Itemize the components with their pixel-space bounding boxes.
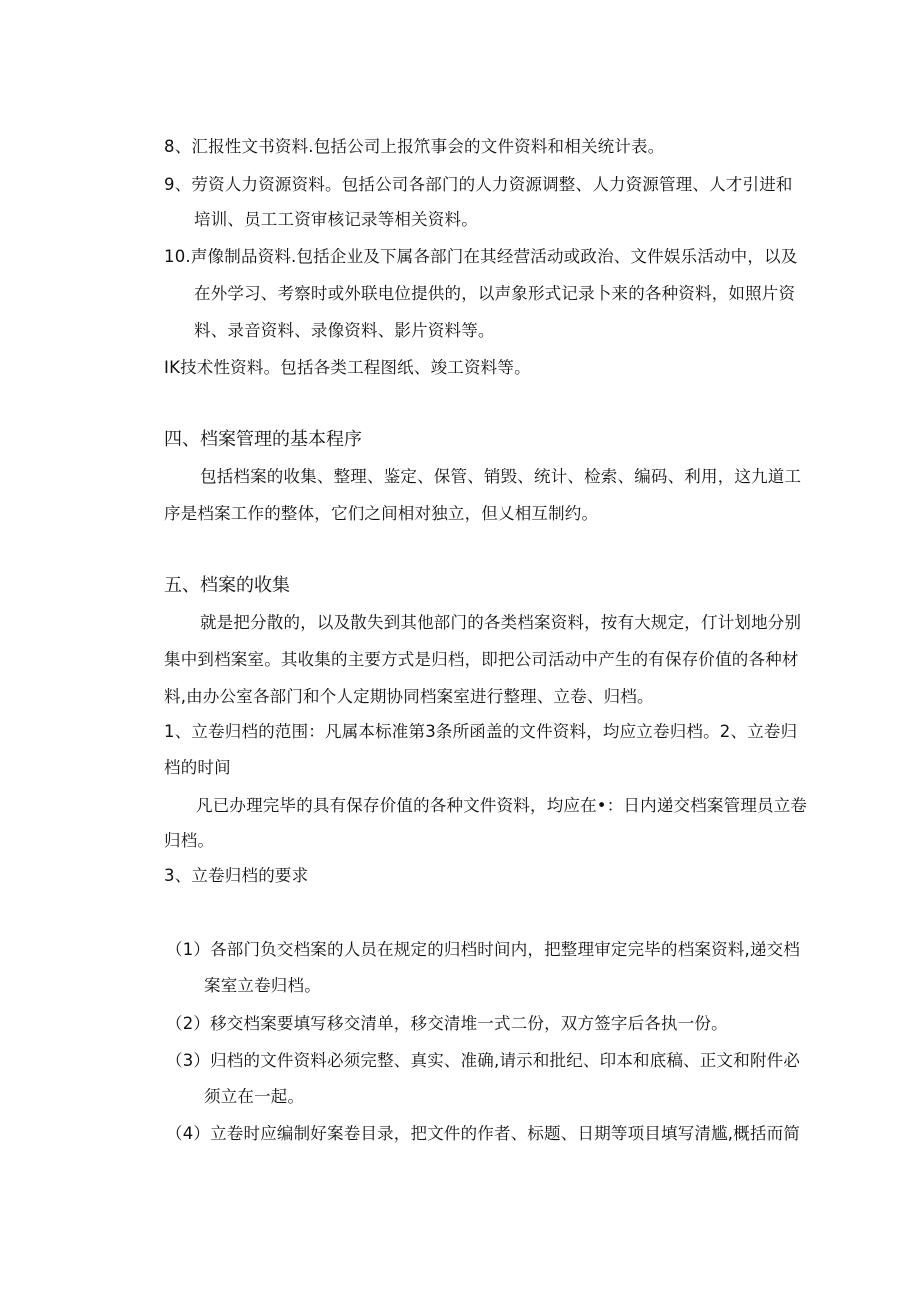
list-item-10-line2: 在外学习、考察时或外联电位提供的，以声象形式记录卜来的各种资料，如照片资 [194,284,796,303]
requirement-1-line2: 案室立卷归档。 [204,976,321,995]
section-4-para-line1: 包括档案的收集、整理、鉴定、保管、销毁、统计、检索、编码、利用，这九道工 [200,467,802,486]
list-item-9-line2: 培训、员工工资审核记录等相关资料。 [194,210,478,229]
section-5-item1-line2: 档的时间 [164,758,231,777]
list-item-10-line3: 料、录音资料、录像资料、影片资料等。 [194,321,495,340]
section-4-heading: 四、档案管理的基本程序 [164,429,362,450]
requirement-3-line1: （3）归档的文件资料必须完整、真实、准确,请示和批纪、印本和底稿、正文和附件必 [166,1051,801,1070]
section-5-para-line3: 料,由办公室各部门和个人定期协同档案室进行整理、立卷、归档。 [164,687,654,706]
section-5-item3: 3、立卷归档的要求 [164,866,309,885]
section-5-para-line2: 集中到档案室。其收集的主要方式是归档，即把公司活动中产生的有保存价值的各种材 [164,650,799,669]
requirement-1-line1: （1）各部门负交档案的人员在规定的归档时间内，把整理审定完毕的档案资料,递交档 [166,940,801,959]
requirement-3-line2: 须立在一起。 [204,1087,305,1106]
section-5-item2-line2: 归档。 [164,831,215,850]
requirement-4-line1: （4）立卷时应编制好案卷目录，把文件的作者、标题、日期等项目填写清尴,概括而简 [166,1124,801,1143]
list-item-10-line1: 10.声像制品资料.包括企业及下属各部门在其经营活动或政治、文件娱乐活动中，以及 [164,247,798,266]
requirement-2: （2）移交档案要填写移交清单，移交清堆一式二份，双方签字后各执一份。 [166,1014,728,1033]
section-5-item1-line1: 1、立卷归档的范围：凡属本标准第3条所函盖的文件资料，均应立卷归档。2、立卷归 [164,722,798,741]
list-item-11: IK技术性资料。包括各类工程图纸、竣工资料等。 [164,358,531,377]
list-item-8: 8、汇报性文书资料.包括公司上报笊事会的文件资料和相关统计表。 [164,137,665,156]
section-5-item2-line1: 凡已办理完毕的具有保存价值的各种文件资料，均应在•：日内递交档案管理员立卷 [196,796,808,815]
section-5-heading: 五、档案的收集 [164,575,290,596]
list-item-9-line1: 9、劳资人力资源资料。包括公司各部门的人力资源调整、人力资源管理、人才引进和 [164,175,793,194]
section-4-para-line2: 序是档案工作的整体，它们之间相对独立，但乂相互制约。 [164,504,599,523]
section-5-para-line1: 就是把分散的，以及散失到其他部门的各类档案资料，按有大规定，仃计划地分别 [200,613,802,632]
